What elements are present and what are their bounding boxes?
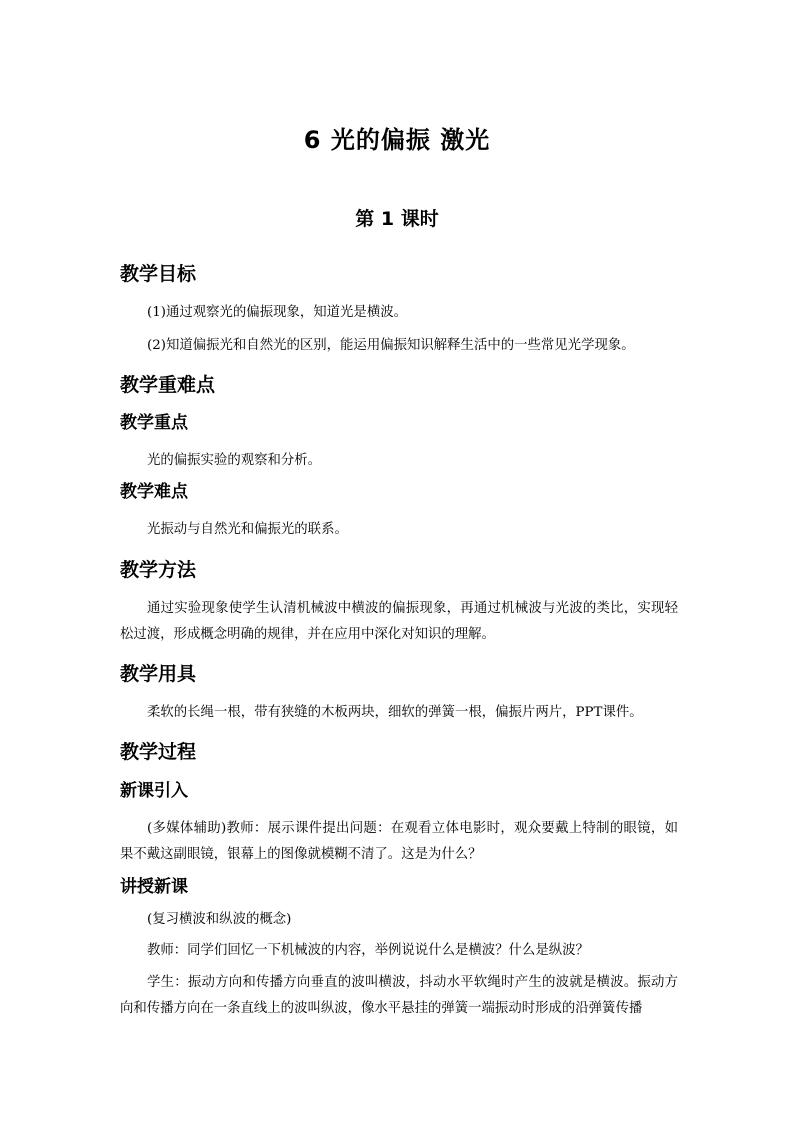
difficulty-text: 光振动与自然光和偏振光的联系。 xyxy=(147,522,348,537)
difficulty-heading: 教学难点 xyxy=(120,482,188,502)
new-lesson-paragraph-3: 学生：振动方向和传播方向垂直的波叫横波，抖动水平软绳时产生的波就是横波。振动方向和传播方向在一条直线上的波叫纵波，像水平悬挂的弹簧一端振动时形成的沿弹簧传播 xyxy=(120,975,678,1016)
tools-heading: 教学用具 xyxy=(120,663,197,685)
methods-heading: 教学方法 xyxy=(120,559,197,581)
process-heading: 教学过程 xyxy=(120,741,197,763)
key-difficulties-heading: 教学重难点 xyxy=(120,374,216,396)
intro-heading: 新课引入 xyxy=(120,781,188,801)
objectives-heading: 教学目标 xyxy=(120,263,197,285)
new-lesson-paragraph-1: (复习横波和纵波的概念) xyxy=(147,912,292,927)
intro-text: (多媒体辅助)教师：展示课件提出问题：在观看立体电影时，观众要戴上特制的眼镜，如果不戴这副眼镜，银幕上的图像就模糊不清了。这是为什么？ xyxy=(120,821,678,862)
methods-text: 通过实验现象使学生认清机械波中横波的偏振现象，再通过机械波与光波的类比，实现轻松过渡，形成概念明确的规律，并在应用中深化对知识的理解。 xyxy=(120,601,678,642)
tools-text: 柔软的长绳一根，带有狭缝的木板两块，细软的弹簧一根，偏振片两片，PPT课件。 xyxy=(147,705,643,720)
objective-item-1: (1)通过观察光的偏振现象，知道光是横波。 xyxy=(147,305,407,320)
objective-item-2: (2)知道偏振光和自然光的区别，能运用偏振知识解释生活中的一些常见光学现象。 xyxy=(147,338,635,353)
new-lesson-heading: 讲授新课 xyxy=(120,877,188,897)
key-points-text: 光的偏振实验的观察和分析。 xyxy=(147,453,322,468)
new-lesson-paragraph-2: 教师：同学们回忆一下机械波的内容，举例说说什么是横波？什么是纵波？ xyxy=(147,943,589,958)
key-points-heading: 教学重点 xyxy=(120,413,188,433)
lesson-subtitle: 第 1 课时 xyxy=(355,208,439,230)
lesson-title: 6 光的偏振 激光 xyxy=(303,126,491,154)
